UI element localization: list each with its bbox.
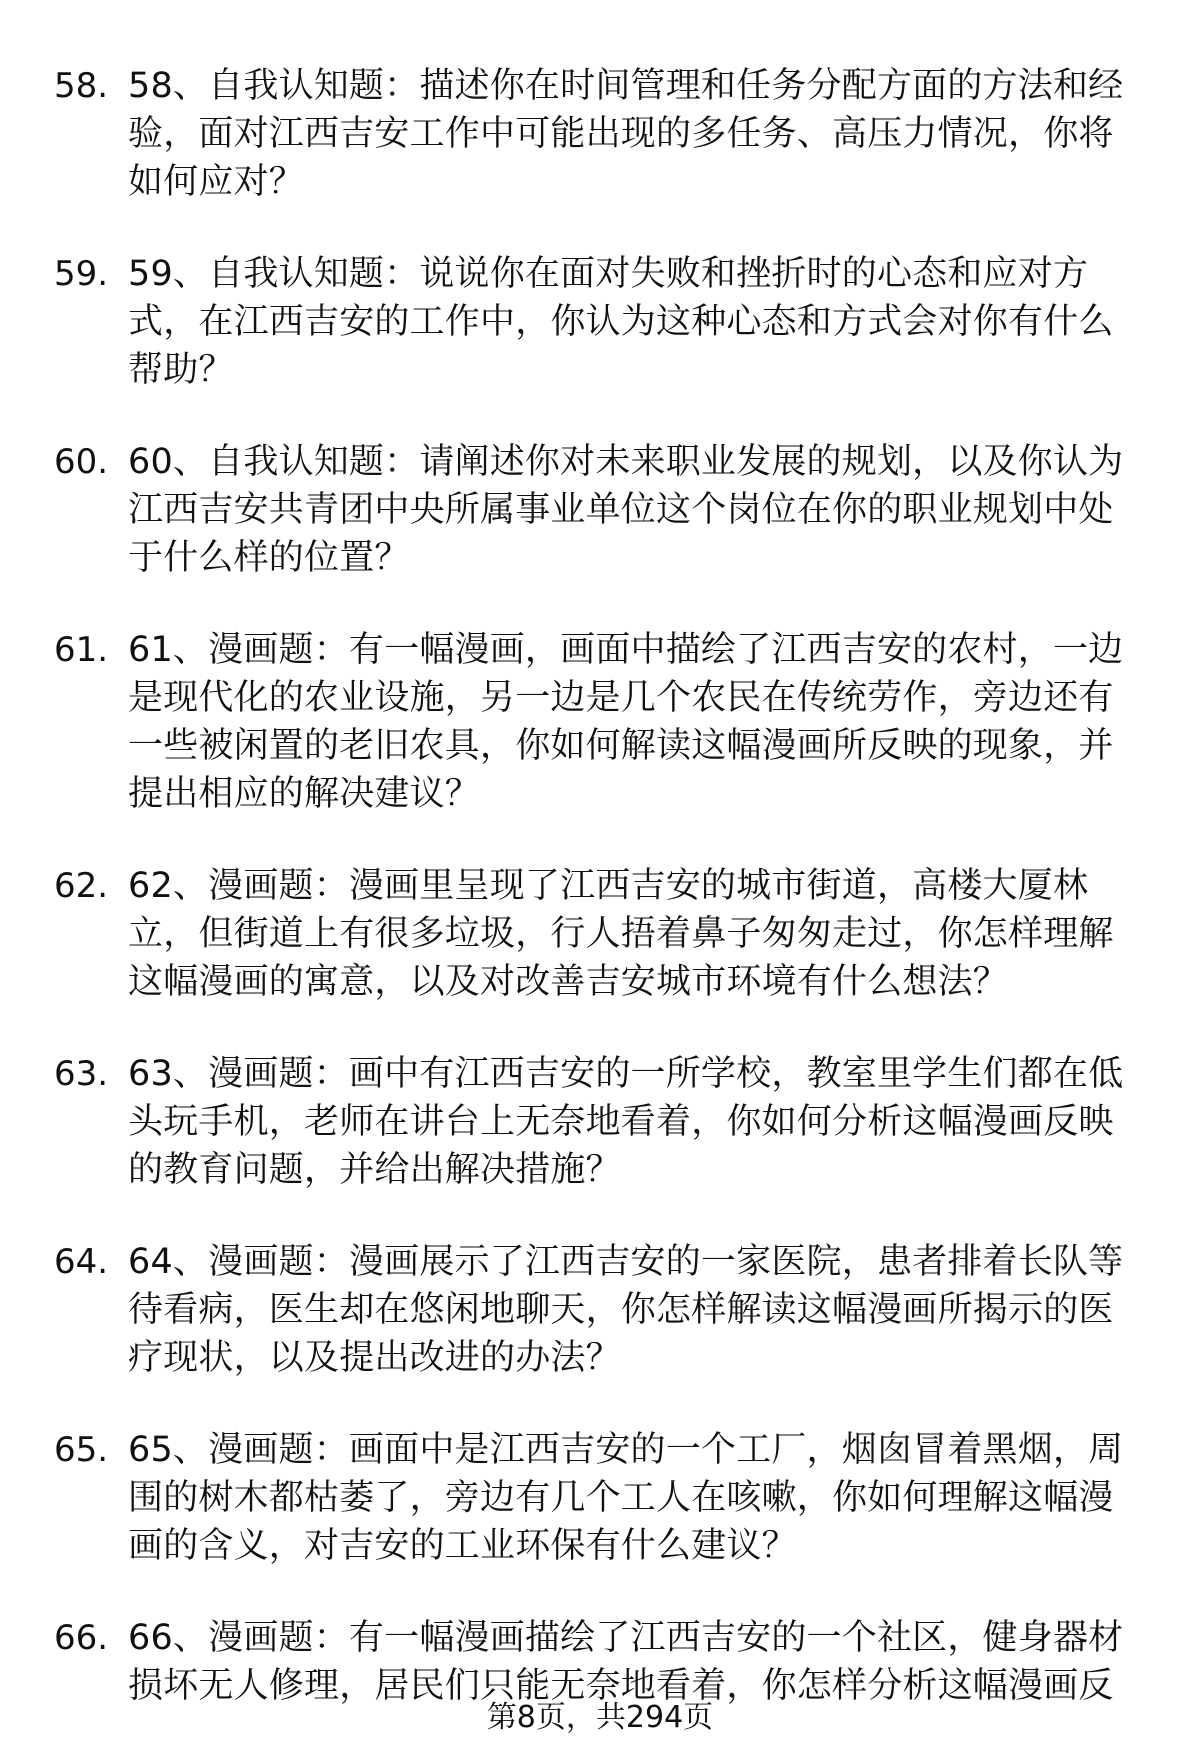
question-text: 60、自我认知题：请阐述你对未来职业发展的规划，以及你认为 江西吉安共青团中央所属事业单位这个岗位在你的职业规划中处 于什么样的位置？ [128,442,1124,578]
question-number: 62. [54,866,109,906]
question-number: 65. [54,1430,109,1470]
question-text: 63、漫画题：画中有江西吉安的一所学校，教室里学生们都在低 头玩手机，老师在讲台上无奈地看着，你如何分析这幅漫画反映 的教育问题，并给出解决措施？ [128,1054,1124,1190]
question-number: 63. [54,1054,109,1094]
question-item-61 [0,626,1200,862]
question-list [0,62,1200,1724]
page-footer: 第8页，共294页 [486,1700,714,1735]
question-text: 58、自我认知题：描述你在时间管理和任务分配方面的方法和经 验，面对江西吉安工作中可能出现的多任务、高压力情况，你将 如何应对？ [128,66,1124,202]
question-text: 59、自我认知题：说说你在面对失败和挫折时的心态和应对方 式，在江西吉安的工作中，你认为这种心态和方式会对你有什么 帮助？ [128,254,1114,390]
question-item-62 [0,862,1200,1050]
question-text: 66、漫画题：有一幅漫画描绘了江西吉安的一个社区，健身器材 损坏无人修理，居民们只能无奈地看着，你怎样分析这幅漫画反 [128,1618,1124,1706]
question-item-59 [0,250,1200,438]
question-text: 65、漫画题：画面中是江西吉安的一个工厂，烟囱冒着黑烟，周 围的树木都枯萎了，旁边有几个工人在咳嗽，你如何理解这幅漫 画的含义，对吉安的工业环保有什么建议？ [128,1430,1124,1566]
question-number: 59. [54,254,109,294]
question-number: 60. [54,442,109,482]
question-item-65 [0,1426,1200,1614]
question-number: 64. [54,1242,109,1282]
question-item-58 [0,62,1200,250]
question-item-60 [0,438,1200,626]
question-item-63 [0,1050,1200,1238]
question-text: 64、漫画题：漫画展示了江西吉安的一家医院，患者排着长队等 待看病，医生却在悠闲地聊天，你怎样解读这幅漫画所揭示的医 疗现状，以及提出改进的办法？ [128,1242,1124,1378]
question-text: 61、漫画题：有一幅漫画，画面中描绘了江西吉安的农村，一边 是现代化的农业设施，另一边是几个农民在传统劳作，旁边还有 一些被闲置的老旧农具，你如何解读这幅漫画所反映的现象，并 提出相应的解决建议？ [128,630,1124,814]
question-number: 61. [54,630,109,670]
question-item-64 [0,1238,1200,1426]
question-text: 62、漫画题：漫画里呈现了江西吉安的城市街道，高楼大厦林 立，但街道上有很多垃圾，行人捂着鼻子匆匆走过，你怎样理解 这幅漫画的寓意，以及对改善吉安城市环境有什么想法？ [128,866,1114,1002]
question-number: 66. [54,1618,109,1658]
question-number: 58. [54,66,109,106]
